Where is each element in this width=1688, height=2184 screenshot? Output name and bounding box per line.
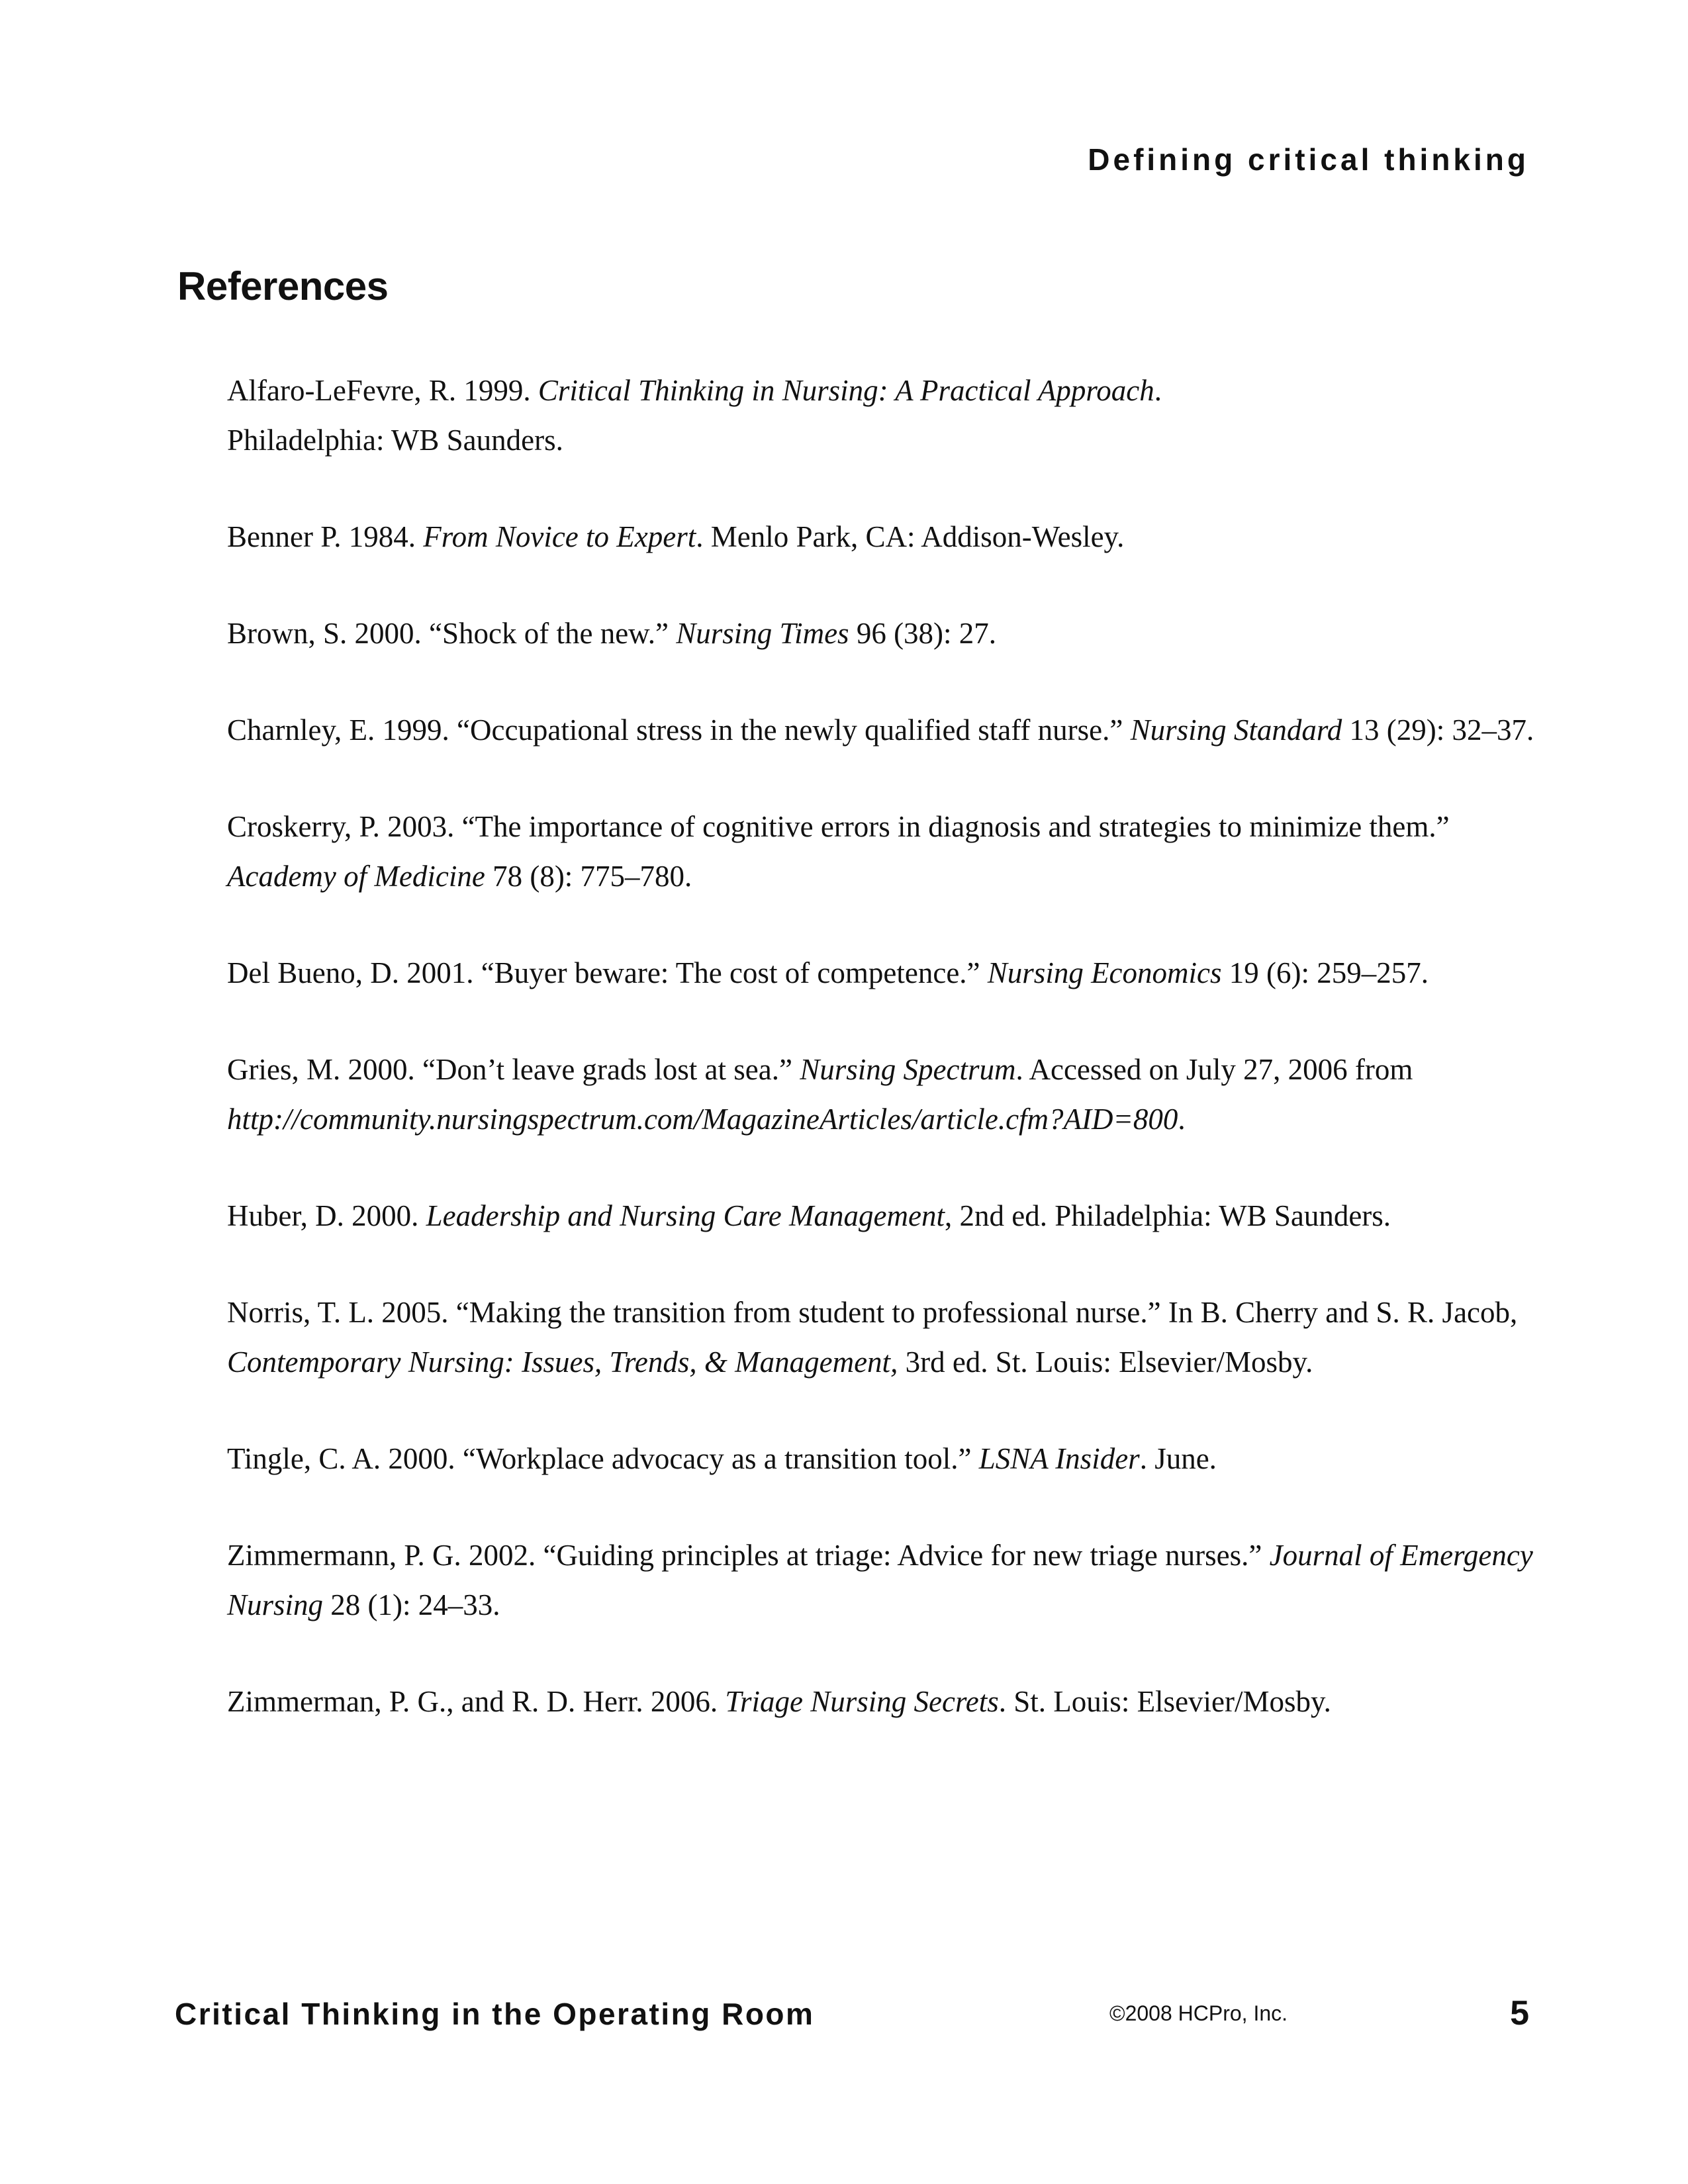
reference-text: . St. Louis: Elsevier/Mosby. [998,1685,1331,1718]
reference-entry [227,609,1538,659]
reference-title-italic: LSNA Insider [978,1442,1140,1475]
reference-text: Norris, T. L. 2005. “Making the transition from student to professional nurse.” In B. Cherry and S. R. Jacob, [227,1296,1518,1329]
reference-text: Croskerry, P. 2003. “The importance of cognitive errors in diagnosis and strategies to minimize them.” [227,810,1450,843]
reference-text: Gries, M. 2000. “Don’t leave grads lost at sea.” [227,1053,800,1086]
section-title: References [177,264,389,308]
running-head: Defining critical thinking [1088,142,1529,177]
reference-text: , 2nd ed. Philadelphia: WB Saunders. [944,1199,1391,1232]
footer-copyright: ©2008 HCPro, Inc. [1109,2001,1288,2025]
reference-text: 28 (1): 24–33. [323,1588,500,1621]
reference-title-italic: Nursing Times [676,617,849,650]
reference-title-italic: Nursing Standard [1130,713,1342,747]
reference-text: Del Bueno, D. 2001. “Buyer beware: The cost of competence.” [227,956,988,989]
reference-title-italic: Nursing Spectrum [800,1053,1016,1086]
reference-entry [227,802,1538,901]
reference-text: 19 (6): 259–257. [1221,956,1429,989]
page-number: 5 [1510,1994,1529,2032]
reference-entry [227,1288,1538,1387]
reference-text: . Accessed on July 27, 2006 from [1015,1053,1413,1086]
reference-text: 78 (8): 775–780. [485,860,692,893]
reference-text: Benner P. 1984. [227,520,424,553]
reference-entry [227,366,1538,465]
reference-text: Huber, D. 2000. [227,1199,426,1232]
reference-entry [227,1191,1538,1241]
reference-title-italic: Nursing Economics [987,956,1222,989]
reference-title-italic: Academy of Medicine [227,860,485,893]
reference-text: 13 (29): 32–37. [1342,713,1534,747]
reference-text: Brown, S. 2000. “Shock of the new.” [227,617,677,650]
reference-text: . June. [1139,1442,1217,1475]
reference-text: Tingle, C. A. 2000. “Workplace advocacy as a transition tool.” [227,1442,979,1475]
reference-entry [227,705,1538,755]
reference-entry [227,1531,1538,1630]
reference-title-italic: Critical Thinking in Nursing: A Practical Approach [538,374,1154,407]
reference-text: Zimmermann, P. G. 2002. “Guiding principles at triage: Advice for new triage nurses.” [227,1539,1270,1572]
reference-text: Zimmerman, P. G., and R. D. Herr. 2006. [227,1685,726,1718]
reference-text: . Menlo Park, CA: Addison-Wesley. [696,520,1125,553]
reference-entry [227,948,1538,998]
reference-text: . [1178,1103,1186,1136]
reference-title-italic: Contemporary Nursing: Issues, Trends, & Management, [227,1345,898,1379]
reference-title-italic: Journal of Emergency Nursing [227,1539,1533,1621]
reference-title-italic: From Novice to Expert [423,520,696,553]
reference-text: Philadelphia: WB Saunders. [227,424,563,457]
reference-entry [227,1045,1538,1144]
reference-title-italic: Leadership and Nursing Care Management [426,1199,945,1232]
reference-title-italic: http://community.nursingspectrum.com/MagazineArticles/article.cfm?AID=800 [227,1103,1178,1136]
footer-book-title: Critical Thinking in the Operating Room [175,1997,815,2031]
reference-list [227,366,1538,1727]
reference-text: 3rd ed. St. Louis: Elsevier/Mosby. [898,1345,1313,1379]
reference-entry [227,1434,1538,1484]
reference-entry [227,512,1538,562]
reference-title-italic: Triage Nursing Secrets [725,1685,999,1718]
reference-text: 96 (38): 27. [849,617,997,650]
reference-text: Charnley, E. 1999. “Occupational stress in the newly qualified staff nurse.” [227,713,1131,747]
reference-text: Alfaro-LeFevre, R. 1999. [227,374,538,407]
reference-entry [227,1677,1538,1727]
reference-text: . [1154,374,1162,407]
